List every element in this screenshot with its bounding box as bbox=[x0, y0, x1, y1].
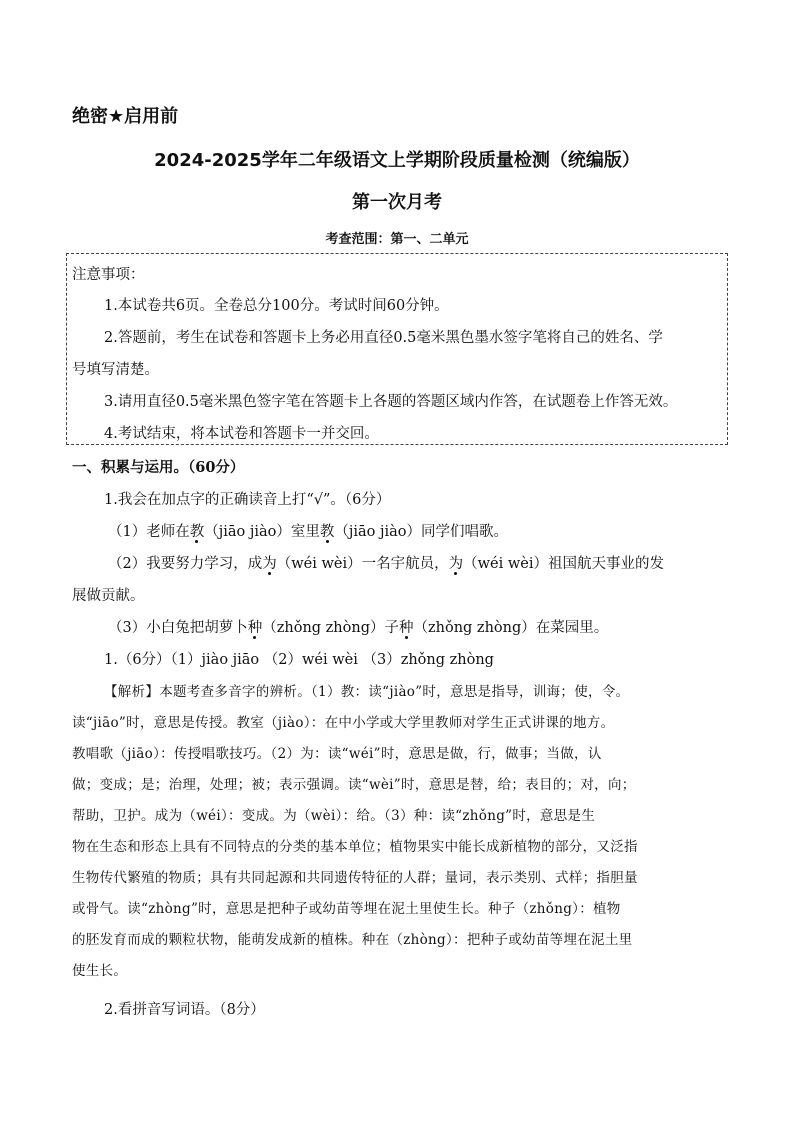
analysis-line: 教唱歌（jiāo）：传授唱歌技巧。（2）为：读“wéi”时，意思是做，行，做事；当做，认 bbox=[72, 746, 602, 762]
analysis-line: 帮助，卫护。成为（wéi）：变成。为（wèi）：给。（3）种：读“zhǒng”时，意思是生 bbox=[72, 808, 596, 824]
notice-heading: 注意事项： bbox=[72, 267, 145, 283]
dotted-char: 为 bbox=[262, 556, 277, 572]
notice-box bbox=[66, 253, 728, 445]
exam-scope: 考查范围：第一、二单元 bbox=[325, 232, 469, 247]
analysis-line: 或骨气。读“zhòng”时，意思是把种子或幼苗等埋在泥土里使生长。种子（zhǒng）：植物 bbox=[72, 901, 621, 917]
question-1-item-3: （3）小白兔把胡萝卜种（zhǒng zhòng）子种（zhǒng zhòng）在菜园里。 bbox=[108, 620, 609, 636]
question-2-prompt: 2.看拼音写词语。（8分） bbox=[104, 1002, 265, 1018]
dotted-char: 教 bbox=[189, 524, 205, 540]
analysis-line: 做；变成；是；治理，处理；被；表示强调。读“wèi”时，意思是替，给；表目的；对，向； bbox=[72, 777, 636, 793]
notice-item-4: 4.考试结束，将本试卷和答题卡一并交回。 bbox=[104, 426, 379, 442]
exam-title: 2024-2025学年二年级语文上学期阶段质量检测（统编版） bbox=[154, 150, 640, 171]
section-heading: 一、积累与运用。（60分） bbox=[72, 459, 245, 476]
confidential-label: 绝密★启用前 bbox=[72, 106, 179, 127]
notice-item-1: 1.本试卷共6页。全卷总分100分。考试时间60分钟。 bbox=[104, 298, 449, 314]
analysis-line: 的胚发育而成的颗粒状物，能萌发成新的植株。种在（zhòng）：把种子或幼苗等埋在泥土里 bbox=[72, 932, 633, 948]
question-1-item-2a: （2）我要努力学习，成为（wéi wèi）一名宇航员，为（wéi wèi）祖国航天事业的发 bbox=[108, 556, 664, 572]
dotted-char: 种 bbox=[247, 620, 263, 636]
question-1-answer: 1.（6分）（1）jiào jiāo （2）wéi wèi （3）zhǒng zhòng bbox=[104, 652, 494, 668]
question-1-prompt: 1.我会在加点字的正确读音上打“√”。（6分） bbox=[104, 492, 391, 508]
analysis-line: 【解析】本题考查多音字的辨析。（1）教：读“jiào”时，意思是指导，训诲；使，令。 bbox=[104, 684, 630, 700]
question-1-item-1: （1）老师在教（jiāo jiào）室里教（jiāo jiào）同学们唱歌。 bbox=[108, 524, 508, 540]
dotted-char: 为 bbox=[448, 556, 464, 572]
analysis-line: 物在生态和形态上具有不同特点的分类的基本单位；植物果实中能长成新植物的部分，又泛指 bbox=[72, 839, 638, 855]
dotted-char: 教 bbox=[319, 524, 335, 540]
notice-item-2a: 2.答题前，考生在试卷和答题卡上务必用直径0.5毫米黑色墨水签字笔将自己的姓名、学 bbox=[104, 330, 663, 346]
notice-item-3: 3.请用直径0.5毫米黑色签字笔在答题卡上各题的答题区域内作答，在试题卷上作答无效。 bbox=[104, 394, 678, 410]
exam-subtitle: 第一次月考 bbox=[352, 192, 442, 213]
question-1-item-2b: 展做贡献。 bbox=[72, 588, 145, 604]
analysis-line: 使生长。 bbox=[72, 963, 128, 979]
analysis-line: 生物传代繁殖的物质；具有共同起源和共同遗传特征的人群；量词，表示类别、式样；指胆量 bbox=[72, 870, 638, 886]
analysis-line: 读“jiāo”时，意思是传授。教室（jiào）：在中小学或大学里教师对学生正式讲课的地方。 bbox=[72, 715, 615, 731]
dotted-char: 种 bbox=[399, 620, 414, 636]
notice-item-2b: 号填写清楚。 bbox=[72, 362, 159, 378]
